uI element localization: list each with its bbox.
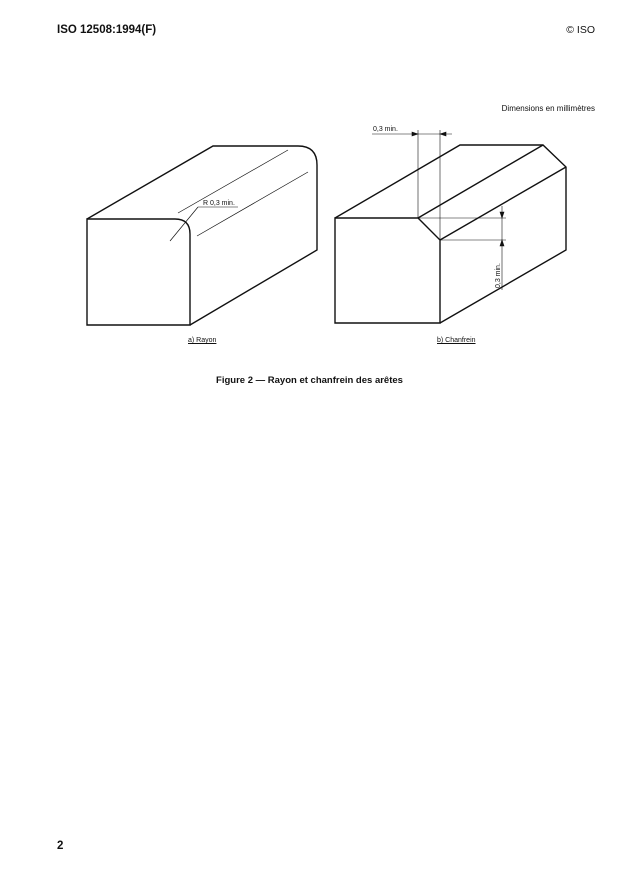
figure-caption: Figure 2 — Rayon et chanfrein des arêtes xyxy=(216,375,403,386)
rounded-edge-block xyxy=(87,146,317,325)
chamfer-width-annotation: 0,3 min. xyxy=(373,126,398,133)
chamfer-height-annotation: 0,3 min. xyxy=(495,263,502,288)
chamfered-edge-block xyxy=(335,145,566,323)
page-number: 2 xyxy=(57,840,64,852)
units-note: Dimensions en millimètres xyxy=(501,104,595,113)
radius-annotation: R 0,3 min. xyxy=(203,200,235,207)
panel-a-label: a) Rayon xyxy=(188,337,217,344)
copyright-notice: © ISO xyxy=(566,24,595,36)
panel-b-label: b) Chanfrein xyxy=(437,337,476,344)
document-id: ISO 12508:1994(F) xyxy=(57,24,157,36)
chamfer-dimension-lines xyxy=(372,130,506,290)
